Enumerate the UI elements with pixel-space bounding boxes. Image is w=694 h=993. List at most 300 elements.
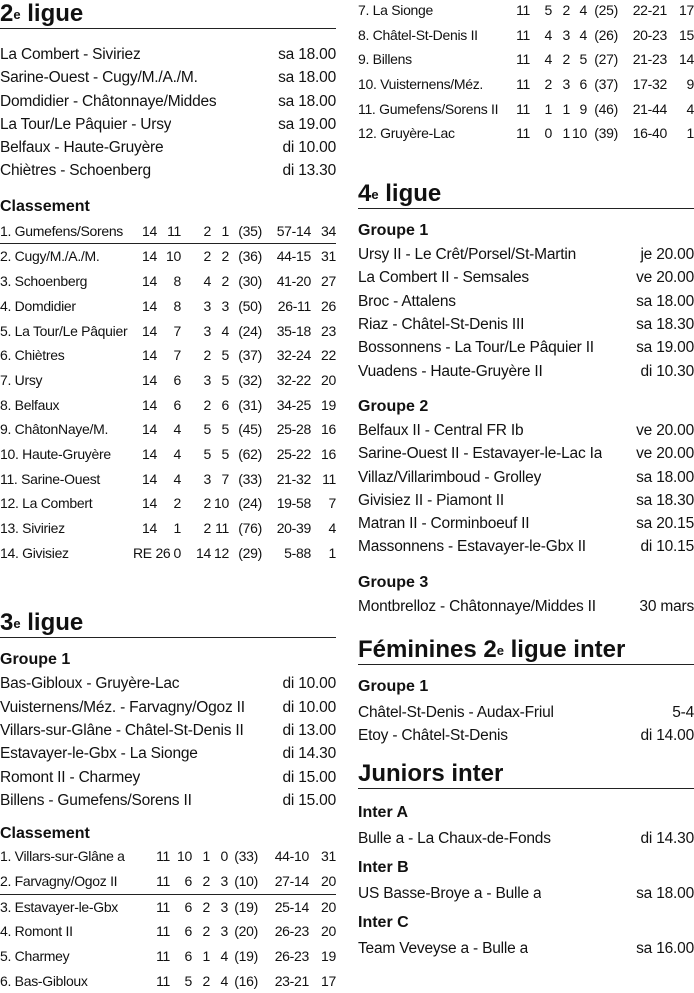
standings-lost: 14 xyxy=(196,544,211,561)
group-fixtures xyxy=(358,419,694,559)
title-rest: ligue xyxy=(378,180,442,208)
standings-won: 2 xyxy=(173,495,181,512)
standings-drawn: 2 xyxy=(202,872,210,889)
standings-won: 5 xyxy=(544,2,552,18)
fixture-match: Sarine-Ouest - Cugy/M./A./M. xyxy=(0,69,198,87)
standings-team: 6. Chiètres xyxy=(0,347,65,364)
standings-2e-ligue xyxy=(0,219,336,566)
standings-row xyxy=(0,294,336,319)
fixture-time: ve 20.00 xyxy=(636,421,694,439)
standings-drawn: 1 xyxy=(562,125,570,142)
fixture-row xyxy=(358,882,694,905)
standings-goals: 32-22 xyxy=(276,371,311,388)
fixture-row xyxy=(0,696,336,719)
standings-goals: 25-22 xyxy=(276,445,311,462)
standings-pen: (19) xyxy=(234,898,258,915)
standings-pts: 19 xyxy=(321,396,336,413)
standings-team: 10. Vuisternens/Méz. xyxy=(358,76,483,93)
standings-team: 5. Charmey xyxy=(0,947,70,964)
standings-team: 6. Bas-Gibloux xyxy=(0,972,88,989)
standings-pts: 20 xyxy=(321,923,336,940)
fixture-time: sa 18.00 xyxy=(636,292,694,310)
title-sup: e xyxy=(496,642,504,658)
standings-pen: (24) xyxy=(238,495,262,512)
section-title-3e-ligue xyxy=(0,609,336,638)
standings-goals: 21-32 xyxy=(276,470,311,487)
standings-pts: 19 xyxy=(321,947,336,964)
standings-pts: 11 xyxy=(322,470,336,487)
standings-goals: 41-20 xyxy=(276,273,311,290)
standings-won: 6 xyxy=(184,947,192,964)
standings-pts: 9 xyxy=(686,76,694,93)
standings-row xyxy=(0,319,336,344)
fixture-row xyxy=(358,512,694,535)
standings-lost: 3 xyxy=(220,923,228,940)
standings-goals: 22-21 xyxy=(632,2,667,18)
fixture-time: je 20.00 xyxy=(640,246,694,264)
standings-played: 11 xyxy=(516,76,530,93)
title-sup: e xyxy=(13,7,21,22)
standings-3e-ligue xyxy=(0,844,336,993)
standings-row xyxy=(0,368,336,393)
standings-lost: 6 xyxy=(579,76,587,93)
fixture-match: Belfaux - Haute-Gruyère xyxy=(0,139,164,157)
fixture-match: La Combert - Siviriez xyxy=(0,46,141,63)
standings-drawn: 1 xyxy=(562,100,570,117)
fixture-row xyxy=(0,90,336,113)
standings-pts: 1 xyxy=(686,125,694,142)
group-label: Groupe 3 xyxy=(358,573,429,591)
standings-won: 10 xyxy=(177,848,192,865)
fixture-time: di 15.00 xyxy=(282,791,336,809)
standings-team: 12. La Combert xyxy=(0,495,93,512)
fixture-row xyxy=(0,159,336,182)
standings-drawn: 2 xyxy=(202,972,210,989)
standings-pts: 27 xyxy=(321,273,336,290)
standings-lost: 2 xyxy=(203,347,211,364)
standings-goals: 5-88 xyxy=(284,544,311,561)
standings-p2: 5 xyxy=(221,347,229,364)
fixture-match: La Combert II - Semsales xyxy=(358,269,529,287)
standings-p2: 7 xyxy=(221,470,229,487)
group-label: Inter A xyxy=(358,803,409,821)
standings-goals: 34-25 xyxy=(276,396,311,413)
standings-team: 10. Haute-Gruyère xyxy=(0,445,111,462)
fixture-row xyxy=(0,672,336,695)
standings-row xyxy=(0,393,336,418)
standings-pen: (33) xyxy=(238,470,262,487)
standings-pts: 31 xyxy=(321,848,336,865)
standings-p2: 10 xyxy=(214,495,229,512)
standings-played: 14 xyxy=(142,396,157,413)
standings-goals: 20-23 xyxy=(632,26,667,43)
fixture-time: di 10.30 xyxy=(640,362,694,380)
fixture-match: Chiètres - Schoenberg xyxy=(0,162,151,180)
standings-team: 7. Ursy xyxy=(0,371,43,388)
standings-pts: 20 xyxy=(321,872,336,889)
fixture-time: di 13.00 xyxy=(282,722,336,739)
fixture-time: 30 mars xyxy=(639,597,694,615)
standings-won: 8 xyxy=(173,297,181,314)
standings-p2: 5 xyxy=(221,421,229,438)
fixture-match: US Basse-Broye a - Bulle a xyxy=(358,884,542,902)
title-sup: e xyxy=(371,187,379,203)
standings-team: 3. Estavayer-le-Gbx xyxy=(0,898,119,915)
standings-pts: 7 xyxy=(328,495,336,512)
standings-row xyxy=(0,442,336,467)
standings-goals: 44-10 xyxy=(274,848,309,865)
standings-pen: (50) xyxy=(238,297,262,314)
fixture-time: sa 18.00 xyxy=(636,884,694,902)
fixture-time: sa 18.00 xyxy=(278,46,336,63)
standings-drawn: 1 xyxy=(202,848,210,865)
fixture-row xyxy=(0,789,336,812)
standings-played: 11 xyxy=(516,2,530,18)
standings-p2: 11 xyxy=(215,520,229,537)
standings-row xyxy=(0,343,336,368)
standings-won: 6 xyxy=(184,923,192,940)
fixture-match: Estavayer-le-Gbx - La Sionge xyxy=(0,745,198,763)
standings-lost: 4 xyxy=(220,972,228,989)
fixtures-feminines xyxy=(358,701,694,748)
title-sup: e xyxy=(13,616,21,632)
fixture-row xyxy=(358,724,694,747)
standings-won: 0 xyxy=(173,544,181,561)
standings-played: 14 xyxy=(142,347,157,364)
standings-pen: (32) xyxy=(238,371,262,388)
title-main: 2 xyxy=(0,0,14,27)
standings-pts: 31 xyxy=(321,248,336,265)
standings-won: 6 xyxy=(173,396,181,413)
group-label: Groupe 1 xyxy=(358,677,429,695)
standings-row xyxy=(0,269,336,294)
fixture-time: di 14.30 xyxy=(640,829,694,847)
standings-drawn: 2 xyxy=(562,2,570,18)
fixture-row xyxy=(358,466,694,489)
standings-won: 4 xyxy=(173,470,181,487)
standings-played: 14 xyxy=(142,297,157,314)
standings-won: 6 xyxy=(184,872,192,889)
standings-pen: (31) xyxy=(238,396,262,413)
fixture-match: Billens - Gumefens/Sorens II xyxy=(0,791,192,809)
standings-played: 14 xyxy=(142,495,157,512)
standings-played: 11 xyxy=(516,26,530,43)
groups-4e-ligue xyxy=(358,221,694,618)
fixture-row xyxy=(358,360,694,383)
standings-played: 14 xyxy=(142,421,157,438)
standings-lost: 5 xyxy=(579,51,587,68)
standings-lost: 2 xyxy=(203,520,211,537)
standings-row xyxy=(0,417,336,442)
standings-drawn: 2 xyxy=(202,923,210,940)
standings-row xyxy=(0,491,336,516)
standings-won: 11 xyxy=(167,222,181,239)
standings-pts: 23 xyxy=(321,322,336,339)
standings-team: 9. Billens xyxy=(358,51,412,68)
fixture-row xyxy=(358,266,694,289)
standings-played: 14 xyxy=(142,322,157,339)
standings-lost: 3 xyxy=(220,872,228,889)
standings-lost: 4 xyxy=(579,26,587,43)
standings-lost: 2 xyxy=(203,396,211,413)
group-fixtures xyxy=(358,595,694,618)
standings-won: 2 xyxy=(544,76,552,93)
fixture-row xyxy=(358,442,694,465)
standings-pts: 20 xyxy=(321,371,336,388)
standings-goals: 21-23 xyxy=(632,51,667,68)
standings-lost: 4 xyxy=(220,947,228,964)
standings-played: 14 xyxy=(142,470,157,487)
standings-row xyxy=(0,467,336,492)
standings-pen: (39) xyxy=(594,125,618,142)
standings-team: 11. Gumefens/Sorens II xyxy=(358,100,499,117)
standings-won: 7 xyxy=(173,322,181,339)
section-title-2e-ligue xyxy=(0,0,336,29)
standings-p2: 5 xyxy=(221,371,229,388)
standings-lost: 5 xyxy=(203,445,211,462)
fixture-match: Domdidier - Châtonnaye/Middes xyxy=(0,92,217,110)
standings-pen: (33) xyxy=(234,848,258,865)
standings-won: 5 xyxy=(184,972,192,989)
standings-row xyxy=(0,516,336,541)
fixture-match: La Tour/Le Pâquier - Ursy xyxy=(0,115,172,133)
standings-lost: 3 xyxy=(220,898,228,915)
standings-drawn: 3 xyxy=(562,26,570,43)
fixture-row xyxy=(358,535,694,558)
standings-played: 11 xyxy=(156,898,170,915)
standings-played: 14 xyxy=(142,445,157,462)
standings-pen: (16) xyxy=(234,972,258,989)
standings-row xyxy=(0,219,336,245)
section-title-feminines xyxy=(358,636,694,665)
standings-goals: 20-39 xyxy=(276,520,311,537)
fixture-time: di 15.00 xyxy=(282,768,336,786)
standings-team: 9. ChâtonNaye/M. xyxy=(0,421,109,438)
fixture-time: di 14.00 xyxy=(640,727,694,745)
fixture-match: Broc - Attalens xyxy=(358,292,456,310)
standings-pen: (37) xyxy=(238,347,262,364)
standings-p2: 12 xyxy=(214,544,229,561)
fixture-row xyxy=(358,336,694,359)
standings-won: 0 xyxy=(544,125,552,142)
standings-won: 10 xyxy=(166,248,181,265)
standings-goals: 44-15 xyxy=(276,248,311,265)
standings-row xyxy=(358,72,694,97)
standings-goals: 17-32 xyxy=(632,76,667,93)
standings-lost: 3 xyxy=(203,322,211,339)
standings-p2: 2 xyxy=(221,248,229,265)
standings-pen: (24) xyxy=(238,322,262,339)
right-column xyxy=(358,0,694,960)
standings-goals: 35-18 xyxy=(276,322,311,339)
standings-pen: (19) xyxy=(234,947,258,964)
fixture-time: sa 20.15 xyxy=(636,515,694,533)
group-label: Groupe 1 xyxy=(0,651,71,669)
standings-played: 11 xyxy=(156,923,170,940)
standings-pen: (27) xyxy=(594,51,618,68)
standings-played: 11 xyxy=(156,872,170,889)
fixture-match: Etoy - Châtel-St-Denis xyxy=(358,727,508,745)
standings-pen: (45) xyxy=(238,421,262,438)
standings-played: 14 xyxy=(142,520,157,537)
standings-pts: 15 xyxy=(679,26,694,43)
fixture-row xyxy=(0,43,336,66)
fixture-match: Sarine-Ouest II - Estavayer-le-Lac Ia xyxy=(358,445,603,463)
fixture-match: Bas-Gibloux - Gruyère-Lac xyxy=(0,675,180,693)
fixture-time: sa 19.00 xyxy=(636,339,694,357)
standings-pen: (29) xyxy=(238,544,262,561)
fixture-time: 5-4 xyxy=(672,703,694,721)
standings-drawn: 3 xyxy=(562,76,570,93)
group-fixtures xyxy=(358,243,694,383)
fixture-match: Belfaux II - Central FR Ib xyxy=(358,421,524,439)
standings-pen: (26) xyxy=(594,26,618,43)
standings-won: 4 xyxy=(173,421,181,438)
standings-pts: 34 xyxy=(321,222,336,239)
standings-row xyxy=(0,244,336,269)
fixture-time: di 10.15 xyxy=(640,538,694,556)
fixture-row xyxy=(0,766,336,789)
fixture-match: Riaz - Châtel-St-Denis III xyxy=(358,316,525,334)
fixture-time: sa 19.00 xyxy=(278,115,336,133)
group-label: Groupe 1 xyxy=(358,222,429,240)
standings-played: 14 xyxy=(142,248,157,265)
standings-lost: 10 xyxy=(572,125,587,142)
fixture-row xyxy=(0,66,336,89)
standings-pts: 17 xyxy=(321,972,336,989)
fixture-time: sa 18.00 xyxy=(278,69,336,87)
standings-lost: 5 xyxy=(203,421,211,438)
standings-won: 7 xyxy=(173,347,181,364)
fixture-match: Bulle a - La Chaux-de-Fonds xyxy=(358,829,551,847)
group-fixtures xyxy=(358,937,694,960)
standings-p2: 4 xyxy=(221,322,229,339)
group-fixtures xyxy=(358,827,694,850)
fixture-match: Team Veveyse a - Bulle a xyxy=(358,940,529,958)
standings-goals: 27-14 xyxy=(274,872,309,889)
standings-pen: (37) xyxy=(594,76,618,93)
standings-team: 12. Gruyère-Lac xyxy=(358,125,455,142)
standings-lost: 0 xyxy=(220,848,228,865)
standings-team: 13. Siviriez xyxy=(0,520,65,537)
fixture-match: Vuadens - Haute-Gruyère II xyxy=(358,362,543,380)
fixture-row xyxy=(358,489,694,512)
fixture-row xyxy=(0,742,336,765)
fixture-match: Bossonnens - La Tour/Le Pâquier II xyxy=(358,339,594,357)
standings-row xyxy=(358,0,694,23)
standings-won: 6 xyxy=(173,371,181,388)
left-column xyxy=(0,0,336,993)
standings-goals: 19-58 xyxy=(276,495,311,512)
section-title-4e-ligue xyxy=(358,180,694,209)
standings-row xyxy=(358,23,694,48)
fixture-match: Matran II - Corminboeuf II xyxy=(358,515,530,533)
standings-lost: 4 xyxy=(203,273,211,290)
title-rest: ligue xyxy=(20,609,84,637)
fixture-time: ve 20.00 xyxy=(636,269,694,287)
standings-won: 6 xyxy=(184,898,192,915)
fixture-time: di 10.00 xyxy=(282,675,336,693)
standings-team: 8. Belfaux xyxy=(0,396,60,413)
group-label: Groupe 2 xyxy=(358,397,429,415)
standings-team: 4. Romont II xyxy=(0,923,73,940)
fixture-row xyxy=(0,719,336,742)
standings-played: 14 xyxy=(142,273,157,290)
standings-team: 5. La Tour/Le Pâquier xyxy=(0,322,128,339)
standings-played: 11 xyxy=(156,947,170,964)
standings-team: 2. Farvagny/Ogoz II xyxy=(0,872,118,889)
standings-team: 2. Cugy/M./A./M. xyxy=(0,248,100,265)
standings-pen: (10) xyxy=(234,872,258,889)
standings-team: 1. Villars-sur-Glâne a xyxy=(0,848,125,865)
standings-row xyxy=(0,541,336,566)
fixture-row xyxy=(358,701,694,724)
standings-played: 11 xyxy=(156,848,170,865)
standings-played: 11 xyxy=(516,51,530,68)
fixture-match: Villaz/Villarimboud - Grolley xyxy=(358,468,542,486)
fixture-row xyxy=(0,136,336,159)
standings-pen: (20) xyxy=(234,923,258,940)
standings-pen: (35) xyxy=(238,222,262,239)
standings-drawn: 2 xyxy=(562,51,570,68)
standings-lost: 3 xyxy=(203,297,211,314)
fixtures-2e-ligue xyxy=(0,43,336,183)
standings-pts: 16 xyxy=(321,421,336,438)
title-main: 3 xyxy=(0,609,14,637)
standings-p2: 1 xyxy=(221,222,229,239)
standings-pts: 4 xyxy=(328,520,336,537)
standings-pts: 17 xyxy=(679,2,694,18)
fixture-row xyxy=(358,290,694,313)
fixture-time: di 10.00 xyxy=(282,698,336,716)
standings-played: 11 xyxy=(156,972,170,989)
standings-played: 14 xyxy=(142,222,157,239)
standings-row xyxy=(358,121,694,146)
standings-lost: 3 xyxy=(203,470,211,487)
standings-p2: 2 xyxy=(221,273,229,290)
group-fixtures xyxy=(358,882,694,905)
fixture-row xyxy=(358,313,694,336)
standings-pts: 22 xyxy=(321,347,336,364)
standings-won: 1 xyxy=(544,100,552,117)
fixture-row xyxy=(358,595,694,618)
fixture-time: sa 18.00 xyxy=(278,92,336,110)
standings-3e-ligue-continued xyxy=(358,0,694,146)
fixture-match: Châtel-St-Denis - Audax-Friul xyxy=(358,703,554,721)
fixture-match: Montbrelloz - Châtonnaye/Middes II xyxy=(358,597,596,615)
standings-drawn: 2 xyxy=(202,898,210,915)
standings-row xyxy=(0,944,336,969)
standings-won: 4 xyxy=(544,51,552,68)
fixture-match: Romont II - Charmey xyxy=(0,768,141,786)
fixture-row xyxy=(358,419,694,442)
standings-goals: 26-11 xyxy=(277,297,311,314)
standings-played: RE 26 xyxy=(133,544,171,561)
standings-pts: 1 xyxy=(328,544,336,561)
fixture-match: Villars-sur-Glâne - Châtel-St-Denis II xyxy=(0,722,244,739)
fixture-row xyxy=(358,243,694,266)
standings-goals: 23-21 xyxy=(274,972,309,989)
standings-lost: 2 xyxy=(203,222,211,239)
standings-p2: 3 xyxy=(221,297,229,314)
title-rest: ligue xyxy=(20,0,84,27)
section-title-juniors xyxy=(358,760,694,789)
group-label: Inter B xyxy=(358,858,409,876)
fixture-match: Massonnens - Estavayer-le-Gbx II xyxy=(358,538,586,556)
fixture-match: Givisiez II - Piamont II xyxy=(358,491,504,509)
standings-drawn: 1 xyxy=(202,947,210,964)
standings-pts: 4 xyxy=(686,100,694,117)
